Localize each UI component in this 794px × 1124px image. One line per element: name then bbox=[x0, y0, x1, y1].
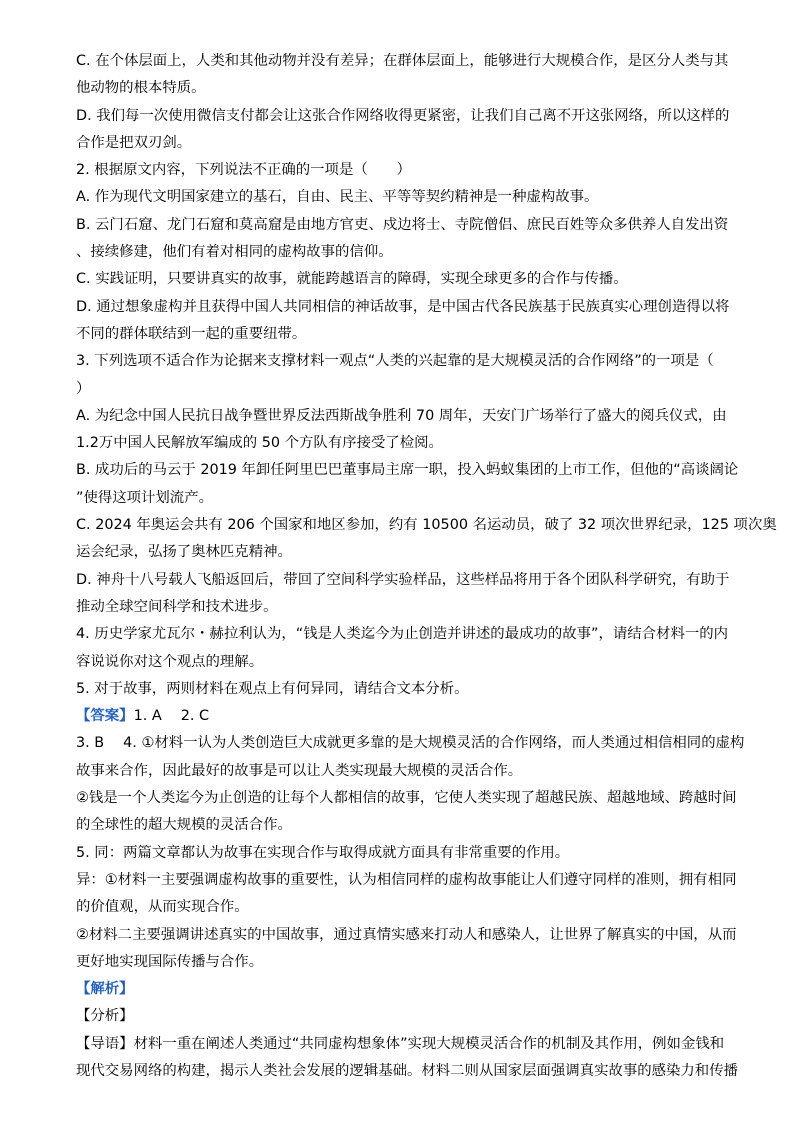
text-line-q3b: ） bbox=[76, 380, 91, 397]
answer-line: 异：①材料一主要强调虚构故事的重要性，认为相信同样的虚构故事能让人们遵守同样的准则，拥有相同 bbox=[76, 871, 737, 888]
analysis-sub-label: 【分析】 bbox=[76, 1008, 134, 1025]
answer-line: 3. B 4. ①材料一认为人类创造巨大成就更多靠的是大规模灵活的合作网络，而人类通过相信相同的虚构 bbox=[76, 735, 745, 752]
guide-text-1: 材料一重在阐述人类通过“共同虚构想象体”实现大规模灵活合作的机制及其作用，例如金钱和 bbox=[133, 1035, 725, 1052]
text-line-q3d2: 推动全球空间科学和技术进步。 bbox=[76, 598, 278, 615]
analysis-heading-line bbox=[76, 976, 721, 1003]
answer-line: 5. 同：两篇文章都认为故事在实现合作与取得成就方面具有非常重要的作用。 bbox=[76, 844, 570, 861]
text-line-d2: 合作是把双刃剑。 bbox=[76, 134, 192, 151]
text-line-q3: 3. 下列选项不适合作为论据来支撑材料一观点“人类的兴起靠的是大规模灵活的合作网络”的一项是（ bbox=[76, 353, 714, 370]
text-line-q2b1: B. 云门石窟、龙门石窟和莫高窟是由地方官吏、戍边将士、寺院僧侣、庶民百姓等众多供养人自发出资 bbox=[76, 216, 729, 233]
answer-label: 【答案】 bbox=[76, 708, 134, 725]
text-line-q3bb2: ”使得这项计划流产。 bbox=[76, 489, 213, 506]
text-line-q5: 5. 对于故事，两则材料在观点上有何异同，请结合文本分析。 bbox=[76, 680, 469, 697]
text-line-q3c2: 运会纪录，弘扬了奥林匹克精神。 bbox=[76, 544, 292, 561]
analysis-label: 【解析】 bbox=[76, 981, 134, 998]
answer-line: 更好地实现国际传播与合作。 bbox=[76, 953, 264, 970]
analysis-sub-heading-line bbox=[76, 1003, 721, 1030]
text-line-q2d2: 不同的群体联结到一起的重要纽带。 bbox=[76, 325, 307, 342]
text-line-q2c: C. 实践证明，只要讲真实的故事，就能跨越语言的障碍，实现全球更多的合作与传播。 bbox=[76, 271, 628, 288]
guide-line-1 bbox=[76, 1031, 725, 1058]
question-section bbox=[76, 48, 777, 703]
text-line-d1: D. 我们每一次使用微信支付都会让这张合作网络收得更紧密，让我们自己离不开这张网络，所以这样的 bbox=[76, 107, 730, 124]
text-line-q3a1: A. 为纪念中国人民抗日战争暨世界反法西斯战争胜利 70 周年，天安门广场举行了盛大的阅兵仪式，由 bbox=[76, 407, 727, 424]
guide-line-2 bbox=[76, 1058, 738, 1085]
answer-line: 的全球性的超大规模的灵活合作。 bbox=[76, 817, 292, 834]
text-line-q2a: A. 作为现代文明国家建立的基石，自由、民主、平等等契约精神是一种虚构故事。 bbox=[76, 189, 599, 206]
answer-line: ②材料二主要强调讲述真实的中国故事，通过真情实感来打动人和感染人，让世界了解真实的中国，从而 bbox=[76, 926, 737, 943]
text-line-q2d1: D. 通过想象虚构并且获得中国人共同相信的神话故事，是中国古代各民族基于民族真实心理创造得以将 bbox=[76, 298, 730, 315]
text-line-q3d1: D. 神舟十八号载人飞船返回后，带回了空间科学实验样品，这些样品将用于各个团队科学研究，有助于 bbox=[76, 571, 730, 588]
answer-first: 1. A 2. C bbox=[133, 708, 210, 725]
text-line-q3a2: 1.2万中国人民解放军编成的 50 个方队有序接受了检阅。 bbox=[76, 435, 443, 452]
answer-section bbox=[76, 730, 745, 976]
text-line-q3c1: C. 2024 年奥运会共有 206 个国家和地区参加，约有 10500 名运动员，破了 32 项次世界纪录，125 项次奥 bbox=[76, 517, 777, 534]
text-line-c1: C. 在个体层面上，人类和其他动物并没有差异；在群体层面上，能够进行大规模合作，是区分人类与其 bbox=[76, 53, 729, 69]
guide-label: 【导语】 bbox=[76, 1035, 134, 1052]
document-page bbox=[76, 48, 777, 1085]
answer-line: ②钱是一个人类迄今为止创造的让每个人都相信的故事，它使人类实现了超越民族、超越地域、跨越时间 bbox=[76, 790, 737, 807]
answer-heading-line bbox=[76, 703, 721, 730]
text-line-c2: 他动物的根本特质。 bbox=[76, 80, 206, 97]
text-line-q2b2: 、接续修建，他们有着对相同的虚构故事的信仰。 bbox=[76, 244, 393, 261]
text-line-q4b: 容说说你对这个观点的理解。 bbox=[76, 653, 264, 670]
text-line-q3bb1: B. 成功后的马云于 2019 年卸任阿里巴巴董事局主席一职，投入蚂蚁集团的上市工作，但他的“高谈阔论 bbox=[76, 462, 739, 479]
answer-line: 故事来合作，因此最好的故事是可以让人类实现最大规模的灵活合作。 bbox=[76, 762, 523, 779]
text-line-q2: 2. 根据原文内容，下列说法不正确的一项是（ ） bbox=[76, 162, 411, 179]
text-line-q4a: 4. 历史学家尤瓦尔・赫拉利认为，“钱是人类迄今为止创造并讲述的最成功的故事”，请结合材料一的内 bbox=[76, 626, 729, 643]
guide-text-2: 现代交易网络的构建，揭示人类社会发展的逻辑基础。材料二则从国家层面强调真实故事的感染力和传播 bbox=[76, 1062, 738, 1079]
answer-line: 的价值观，从而实现合作。 bbox=[76, 899, 249, 916]
